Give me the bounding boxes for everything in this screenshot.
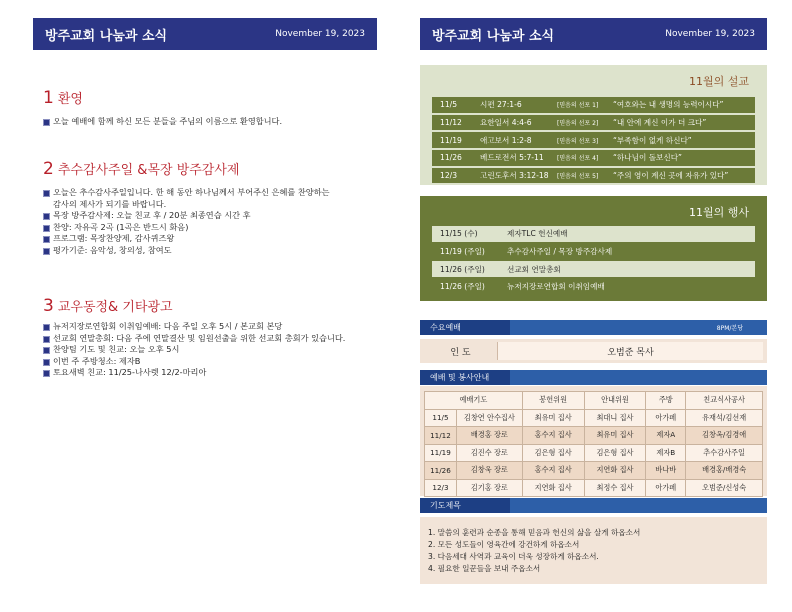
list-item: 3. 다음세대 사역과 교육이 더욱 성장하게 하옵소서.: [428, 552, 599, 561]
list-item: 4. 필요한 일꾼들을 보내 주옵소서: [428, 564, 541, 573]
prayer-list: [428, 527, 640, 575]
list-item: 찬양팀 기도 및 친교: 오늘 오후 5시: [43, 344, 383, 356]
duty-box: [420, 386, 767, 496]
right-header: [420, 18, 767, 50]
prayer-label: 기도제목: [420, 498, 510, 513]
table-row: 11/5 김창연 안수집사 최유미 집사 최대니 집사 아가페 유재석/김선재: [425, 409, 763, 427]
news-list: [43, 321, 383, 379]
duty-header-row: 예배기도 봉헌위원 안내위원 주방 친교식사공사: [425, 392, 763, 410]
list-item: 오늘은 추수감사주일입니다. 한 해 동안 하나님께서 부어주신 은혜를 찬양하는: [43, 187, 383, 199]
section-title-news: 3 교우동정& 기타광고: [43, 296, 173, 316]
wednesday-role: 인 도: [424, 342, 498, 360]
wednesday-bar: [420, 320, 767, 335]
list-item: 토요새벽 친교: 11/25-나사렛 12/2-마리아: [43, 367, 383, 379]
wednesday-label: 수요예배: [420, 320, 510, 335]
sermon-row: 11/26 베드로전서 5:7-11 [믿음의 선포 4] “하나님이 돌보신다”: [432, 150, 755, 166]
table-row: 11/26 김창욱 장로 홍수지 집사 지연화 집사 바나바 배경홍/배경숙: [425, 462, 763, 480]
wednesday-leader: 오범준 목사: [498, 342, 763, 360]
sermon-table: [432, 97, 755, 185]
list-item: 찬양: 자유곡 2곡 (1곡은 반드시 화음): [43, 222, 383, 234]
sermon-row: 11/19 애고보서 1:2-8 [믿음의 선포 3] “부족함이 없게 하신다”: [432, 132, 755, 148]
duty-table: [424, 391, 763, 497]
list-item: 감사의 제사가 되기를 바랍니다.: [53, 198, 167, 209]
list-item: 2. 모든 성도들이 영육간에 강건하게 하옵소서: [428, 540, 580, 549]
events-table: [432, 226, 755, 297]
duty-bar: [420, 370, 767, 385]
wednesday-time: 8PM/본당: [716, 325, 743, 332]
left-header: [33, 18, 377, 50]
sermon-box: [420, 65, 767, 185]
header-date: November 19, 2023: [275, 29, 365, 39]
header-title: 방주교회 나눔과 소식: [45, 28, 168, 44]
list-item: 이번 주 주방청소: 제자B: [43, 356, 383, 368]
section-title-thanksgiving: 2 추수감사주일 &목장 방주감사제: [43, 159, 240, 179]
table-row: 11/19 김진수 장로 김은형 집사 김은형 집사 제자B 추수감사주일: [425, 444, 763, 462]
events-box: [420, 196, 767, 301]
header-date: November 19, 2023: [665, 29, 755, 39]
event-row: 11/26 (주일) 선교회 연말총회: [432, 261, 755, 277]
prayer-bar: [420, 498, 767, 513]
table-row: 12/3 김기홍 장로 지연화 집사 최정수 집사 아가페 오범준/신성숙: [425, 479, 763, 497]
duty-label: 예배 및 봉사안내: [420, 370, 510, 385]
event-row: 11/26 (주일) 뉴저지장로연합회 이취임예배: [432, 279, 755, 295]
list-item: 프로그램: 목장찬양제, 감사퀴즈왕: [43, 233, 383, 245]
list-item: 오늘 예배에 함께 하신 모든 분들을 주님의 이름으로 환영합니다.: [43, 116, 383, 128]
header-title: 방주교회 나눔과 소식: [432, 28, 555, 44]
sermon-row: 11/5 시편 27:1-6 [믿음의 선포 1] “여호와는 내 생명의 능력이시다”: [432, 97, 755, 113]
sermon-title: 11월의 설교: [689, 75, 749, 88]
list-item: 뉴저지장로연합회 이취임예배: 다음 주일 오후 5시 / 본교회 본당: [43, 321, 383, 333]
welcome-list: [43, 116, 383, 128]
prayer-box: [420, 517, 767, 584]
list-item: 목장 방주감사제: 오늘 친교 후 / 20분 최종연습 시간 후: [43, 210, 383, 222]
sermon-row: 12/3 고린도후서 3:12-18 [믿음의 선포 5] “주의 영이 계신 곳에 자유가 있다”: [432, 168, 755, 184]
thanksgiving-list: [43, 187, 383, 257]
list-item: 선교회 연말총회: 다음 주에 연말결산 및 임원선출을 위한 선교회 총회가 있습니다.: [43, 333, 383, 345]
table-row: 11/12 배경홍 장로 홍수지 집사 최유미 집사 제자A 김창옥/김경애: [425, 427, 763, 445]
event-row: 11/19 (주일) 추수감사주일 / 목장 방주감사제: [432, 244, 755, 260]
wednesday-box: [420, 339, 767, 363]
events-title: 11월의 행사: [689, 206, 749, 219]
event-row: 11/15 (수) 제자TLC 헌신예배: [432, 226, 755, 242]
list-item: 1. 말씀의 훈련과 순종을 통해 믿음과 헌신의 삶을 살게 하옵소서: [428, 528, 641, 537]
list-item: 평가기준: 음악성, 창의성, 참여도: [43, 245, 383, 257]
sermon-row: 11/12 요한일서 4:4-6 [믿음의 선포 2] “내 안에 계신 이가 더 크다”: [432, 115, 755, 131]
section-title-welcome: 1 환영: [43, 88, 83, 108]
